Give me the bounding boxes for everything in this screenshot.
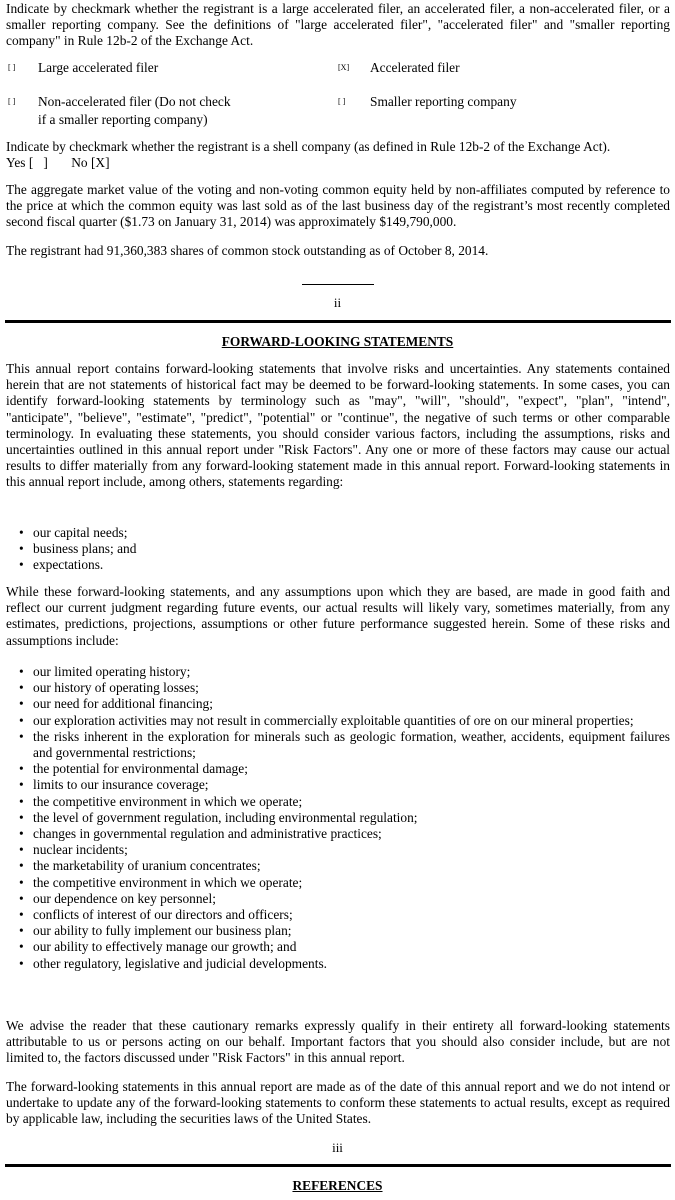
filer-option-non-accelerated [6, 94, 336, 130]
filer-option-label: Non-accelerated filer (Do not check [38, 94, 231, 109]
checkbox-marker: [ ] [338, 97, 346, 106]
references-heading: REFERENCES [292, 1178, 383, 1193]
list-item: • our ability to fully implement our business plan; [6, 923, 670, 939]
page-break-rule [5, 320, 671, 323]
list-item: • our dependence on key personnel; [6, 891, 670, 907]
shell-company-answer: Yes [ ] No [X] [6, 155, 110, 170]
page-break-rule [5, 1164, 671, 1167]
list-item: • business plans; and [6, 541, 670, 557]
list-item: • our limited operating history; [6, 664, 670, 680]
list-item: • the potential for environmental damage; [6, 761, 670, 777]
filer-intro-paragraph: Indicate by checkmark whether the registrant is a large accelerated filer, an accelerated filer, a non-accelerated filer, or a smaller reporting company. See the definitions of "large accelerated filer", "accelerated filer" and "smaller reporting company" in Rule 12b-2 of the Exchange Act. [6, 1, 670, 49]
filer-option-label-line2: if a smaller reporting company) [38, 112, 208, 127]
list-item: • our ability to effectively manage our growth; and [6, 939, 670, 955]
list-item: • the marketability of uranium concentrates; [6, 858, 670, 874]
filer-option-label: Large accelerated filer [38, 60, 159, 75]
shell-company-question: Indicate by checkmark whether the registrant is a shell company (as defined in Rule 12b-2 of the Exchange Act). [6, 139, 611, 154]
list-item: • the risks inherent in the exploration for minerals such as geologic formation, weather, accidents, equipment failures and governmental restrictions; [6, 729, 670, 761]
list-item: • expectations. [6, 557, 670, 573]
checkbox-marker: [ ] [8, 63, 16, 72]
list-item: • nuclear incidents; [6, 842, 670, 858]
list-item: • conflicts of interest of our directors and officers; [6, 907, 670, 923]
risks-assumptions-list [6, 664, 670, 972]
forward-looking-heading: FORWARD-LOOKING STATEMENTS [221, 334, 454, 349]
forward-looking-paragraph-2: While these forward-looking statements, and any assumptions upon which they are based, are made in good faith and reflect our current judgment regarding future events, our actual results will likely vary, sometimes materially, from any estimates, predictions, projections, assumptions or other future performance suggested herein. Some of these risks and assumptions include: [6, 584, 670, 648]
list-item: • the competitive environment in which we operate; [6, 794, 670, 810]
forward-looking-paragraph-3: We advise the reader that these cautionary remarks expressly qualify in their entirety all forward-looking statements attributable to us or persons acting on our behalf. Important factors that you should also consider include, but are not limited to, the factors discussed under "Risk Factors" in this annual report. [6, 1018, 670, 1066]
checkbox-marker: [X] [338, 63, 350, 72]
shares-outstanding-paragraph: The registrant had 91,360,383 shares of common stock outstanding as of October 8, 2014. [6, 243, 489, 258]
footer-short-rule [302, 284, 374, 285]
statements-regarding-list [6, 525, 670, 574]
checkbox-marker: [ ] [8, 97, 16, 106]
list-item: • our capital needs; [6, 525, 670, 541]
filer-option-accelerated [338, 60, 668, 80]
forward-looking-paragraph-1: This annual report contains forward-looking statements that involve risks and uncertainties. Any statements contained herein that are not statements of historical fact may be deemed to be forward-looking statements. In some cases, you can identify forward-looking statements by terminology such as "may", "will", "should", "expect", "plan", "intend", "anticipate", "believe", "estimate", "predict", "potential" or "continue", the negative of such terms or other comparable terminology. In evaluating these statements, you should consider various factors, including the assumptions, risks and uncertainties outlined in this annual report under "Risk Factors". Any one or more of these factors may cause our actual results to differ materially from any forward-looking statement made in this annual report. Forward-looking statements in this annual report include, among others, statements regarding: [6, 361, 670, 490]
filer-option-label: Smaller reporting company [370, 94, 517, 109]
list-item: • the competitive environment in which we operate; [6, 875, 670, 891]
forward-looking-paragraph-4: The forward-looking statements in this annual report are made as of the date of this annual report and we do not intend or undertake to update any of the forward-looking statements to conform these statements to actual results, except as required by applicable law, including the securities laws of the United States. [6, 1079, 670, 1127]
page-number-iii: iii [332, 1140, 343, 1155]
list-item: • our history of operating losses; [6, 680, 670, 696]
list-item: • limits to our insurance coverage; [6, 777, 670, 793]
filer-option-large-accelerated [6, 60, 336, 80]
list-item: • other regulatory, legislative and judicial developments. [6, 956, 670, 972]
filer-option-smaller-reporting [338, 94, 668, 114]
page-number-ii: ii [333, 295, 342, 310]
list-item: • our exploration activities may not result in commercially exploitable quantities of ore on our mineral properties; [6, 713, 670, 729]
market-value-paragraph: The aggregate market value of the voting and non-voting common equity held by non-affiliates computed by reference to the price at which the common equity was last sold as of the last business day of the registrant’s most recently completed second fiscal quarter ($1.73 on January 31, 2014) was approximately $149,790,000. [6, 182, 670, 230]
filer-option-label: Accelerated filer [370, 60, 460, 75]
list-item: • our need for additional financing; [6, 696, 670, 712]
list-item: • the level of government regulation, including environmental regulation; [6, 810, 670, 826]
list-item: • changes in governmental regulation and administrative practices; [6, 826, 670, 842]
